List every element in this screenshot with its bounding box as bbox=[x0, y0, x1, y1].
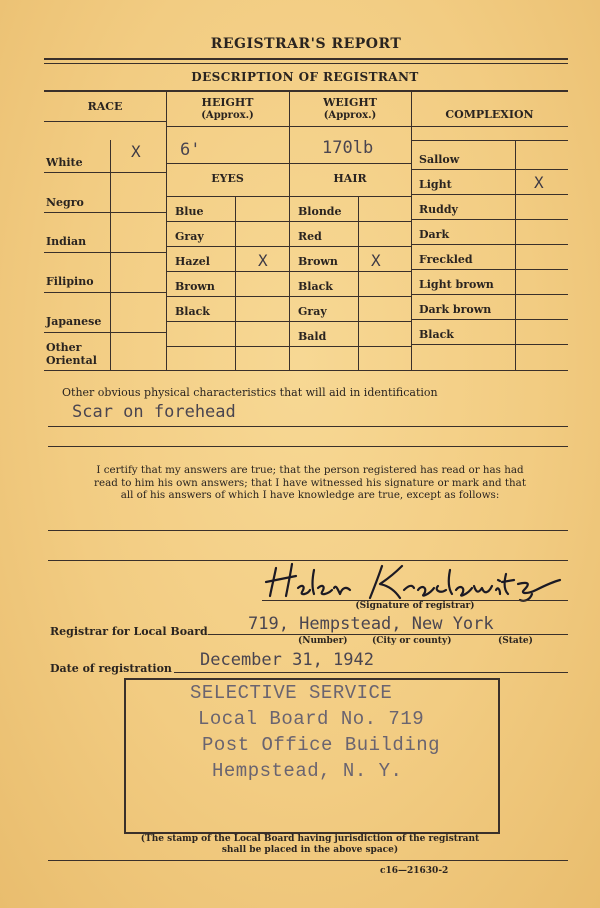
weight-header: WEIGHT bbox=[323, 96, 377, 109]
complexion-freckled: Freckled bbox=[419, 253, 473, 266]
hair-bald: Bald bbox=[298, 330, 327, 343]
complexion-dark-brown: Dark brown bbox=[419, 303, 492, 316]
stamp-line-4: Hempstead, N. Y. bbox=[212, 760, 403, 782]
stamp-note-line-1: (The stamp of the Local Board having jurisdiction of the registrant bbox=[140, 834, 480, 844]
physical-value: Scar on forehead bbox=[72, 402, 236, 422]
eyes-rule-4 bbox=[166, 296, 289, 297]
race-other-oriental: Other Oriental bbox=[46, 341, 97, 367]
complexion-light-brown: Light brown bbox=[419, 278, 494, 291]
physical-rule-2 bbox=[48, 446, 568, 447]
values-rule bbox=[166, 163, 411, 164]
form-number: c16—21630-2 bbox=[380, 866, 449, 876]
weight-value: 170lb bbox=[322, 138, 374, 158]
stamp-note bbox=[110, 834, 510, 856]
hair-brown: Brown bbox=[298, 255, 338, 268]
certify-rule-1 bbox=[48, 530, 568, 531]
title-rule-thin bbox=[44, 63, 568, 64]
local-board-rule bbox=[208, 634, 568, 635]
state-caption: (State) bbox=[498, 636, 533, 646]
eyes-gray: Gray bbox=[175, 230, 204, 243]
date-value: December 31, 1942 bbox=[200, 650, 374, 670]
footer-rule bbox=[48, 860, 568, 861]
local-board-value: 719, Hempstead, New York bbox=[248, 614, 494, 634]
race-header: RACE bbox=[87, 100, 123, 113]
race-rule-5 bbox=[44, 332, 166, 333]
divider-height bbox=[289, 92, 290, 370]
complexion-rule-5 bbox=[411, 269, 568, 270]
hair-mark: X bbox=[371, 251, 381, 270]
race-rule-2 bbox=[44, 212, 166, 213]
date-rule bbox=[174, 672, 568, 673]
signature-image bbox=[262, 560, 572, 602]
divider-hair-mark bbox=[358, 196, 359, 370]
hair-rule-2 bbox=[289, 246, 411, 247]
weight-approx: (Approx.) bbox=[323, 110, 377, 121]
complexion-header: COMPLEXION bbox=[445, 108, 534, 121]
eyes-rule-2 bbox=[166, 246, 289, 247]
race-filipino: Filipino bbox=[46, 275, 94, 288]
certify-line-1: I certify that my answers are true; that the person registered has read or has had bbox=[96, 464, 524, 476]
city-caption: (City or county) bbox=[372, 636, 452, 646]
race-rule-4 bbox=[44, 292, 166, 293]
eyes-brown: Brown bbox=[175, 280, 215, 293]
certify-line-2: read to him his own answers; that I have witnessed his signature or mark and that bbox=[94, 476, 526, 489]
stamp-line-1: SELECTIVE SERVICE bbox=[190, 682, 393, 704]
complexion-rule-3 bbox=[411, 219, 568, 220]
race-japanese: Japanese bbox=[46, 315, 102, 328]
table-bottom-rule bbox=[44, 370, 568, 371]
complexion-ruddy: Ruddy bbox=[419, 203, 458, 216]
height-value: 6' bbox=[180, 140, 201, 160]
certify-text bbox=[48, 464, 572, 502]
eyes-rule-3 bbox=[166, 271, 289, 272]
complexion-rule-1 bbox=[411, 169, 568, 170]
physical-rule-1 bbox=[48, 426, 568, 427]
complexion-sallow: Sallow bbox=[419, 153, 460, 166]
race-white: White bbox=[46, 156, 83, 169]
complexion-rule-7 bbox=[411, 319, 568, 320]
race-mark: X bbox=[131, 142, 141, 161]
hair-rule-1 bbox=[289, 221, 411, 222]
complexion-rule-2 bbox=[411, 194, 568, 195]
hair-red: Red bbox=[298, 230, 322, 243]
report-title: REGISTRAR'S REPORT bbox=[210, 36, 402, 52]
complexion-rule-6 bbox=[411, 294, 568, 295]
complexion-header-rule bbox=[411, 140, 568, 141]
hair-black: Black bbox=[298, 280, 333, 293]
height-header: HEIGHT bbox=[201, 96, 254, 109]
eyes-blue: Blue bbox=[175, 205, 204, 218]
eyes-rule-5 bbox=[166, 321, 289, 322]
complexion-rule-4 bbox=[411, 244, 568, 245]
complexion-black: Black bbox=[419, 328, 454, 341]
header-rule bbox=[166, 126, 568, 127]
local-board-label: Registrar for Local Board bbox=[50, 625, 208, 638]
hair-blonde: Blonde bbox=[298, 205, 342, 218]
signature-caption: (Signature of registrar) bbox=[355, 601, 475, 611]
certify-line-3: all of his answers of which I have knowledge are true, except as follows: bbox=[120, 489, 500, 501]
eyes-rule-1 bbox=[166, 221, 289, 222]
race-header-rule bbox=[44, 121, 166, 122]
date-label: Date of registration bbox=[50, 662, 172, 675]
hair-rule-4 bbox=[289, 296, 411, 297]
race-rule-1 bbox=[44, 172, 166, 173]
eyes-black: Black bbox=[175, 305, 210, 318]
divider-race-mark bbox=[110, 140, 111, 370]
race-rule-3 bbox=[44, 252, 166, 253]
hair-rule-3 bbox=[289, 271, 411, 272]
hair-gray: Gray bbox=[298, 305, 327, 318]
eyes-rule-6 bbox=[166, 346, 289, 347]
divider-complexion-mark bbox=[515, 140, 516, 370]
complexion-dark: Dark bbox=[419, 228, 450, 241]
table-top-rule bbox=[44, 90, 568, 92]
complexion-mark: X bbox=[534, 173, 544, 192]
stamp-note-line-2: shall be placed in the above space) bbox=[221, 845, 399, 855]
complexion-rule-8 bbox=[411, 344, 568, 345]
eyes-hazel: Hazel bbox=[175, 255, 210, 268]
race-negro: Negro bbox=[46, 196, 84, 209]
complexion-light: Light bbox=[419, 178, 452, 191]
race-indian: Indian bbox=[46, 235, 87, 248]
title-rule bbox=[44, 58, 568, 60]
divider-eyes-mark bbox=[235, 196, 236, 370]
description-subtitle: DESCRIPTION OF REGISTRANT bbox=[191, 70, 419, 84]
hair-rule-5 bbox=[289, 321, 411, 322]
stamp-line-2: Local Board No. 719 bbox=[198, 708, 425, 730]
eyes-hair-header-rule bbox=[166, 196, 411, 197]
number-caption: (Number) bbox=[298, 636, 348, 646]
divider-weight bbox=[411, 92, 412, 370]
eyes-header: EYES bbox=[211, 172, 244, 185]
physical-label: Other obvious physical characteristics that will aid in identification bbox=[62, 386, 438, 399]
hair-header: HAIR bbox=[333, 172, 367, 185]
height-approx: (Approx.) bbox=[201, 110, 254, 121]
stamp-line-3: Post Office Building bbox=[202, 734, 441, 756]
eyes-mark: X bbox=[258, 251, 268, 270]
divider-race bbox=[166, 92, 167, 370]
hair-rule-6 bbox=[289, 346, 411, 347]
